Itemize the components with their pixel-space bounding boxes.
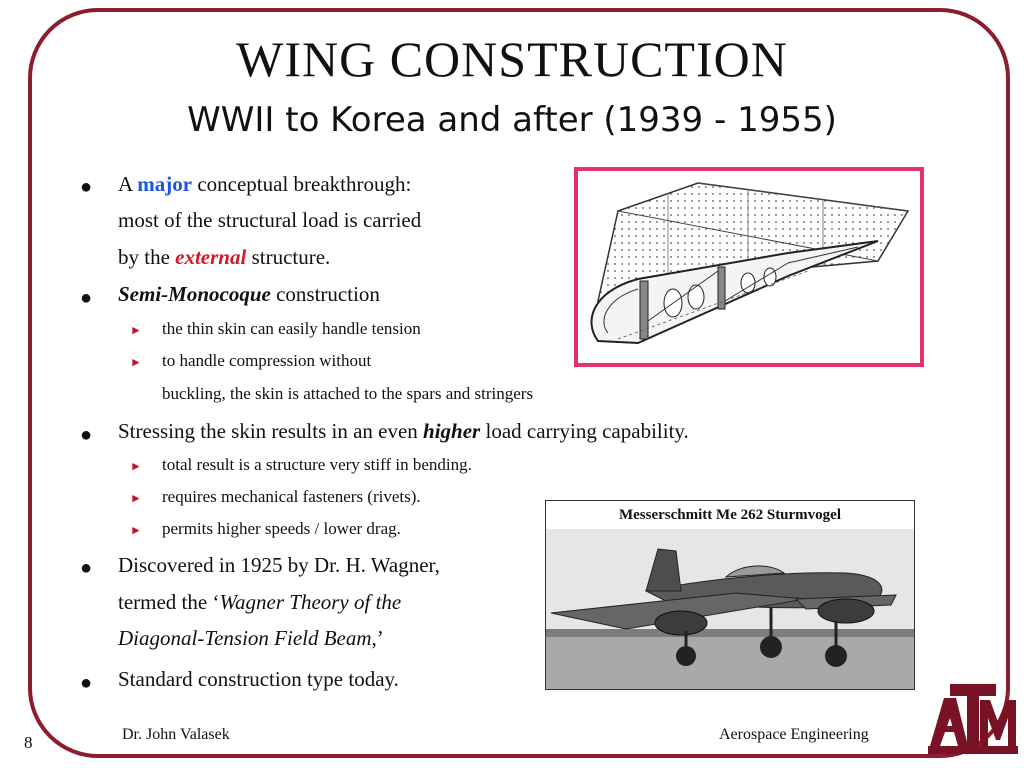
bullet-4-line-3: [118, 626, 384, 651]
bullet-2-sub-2-line-2: buckling, the skin is attached to the spars and stringers: [162, 384, 534, 403]
bullet-3-sub-2: requires mechanical fasteners (rivets).: [162, 487, 421, 506]
text: load carrying capability.: [480, 419, 689, 443]
slide-title: WING CONSTRUCTION: [236, 31, 788, 87]
external-emphasis: external: [175, 245, 247, 269]
bullet-3-sub-1: total result is a structure very stiff in bending.: [162, 455, 472, 474]
bullet-icon: ●: [80, 672, 93, 694]
footer-department: Aerospace Engineering: [719, 726, 869, 743]
wing-cutaway-drawing: [578, 171, 920, 363]
text: termed the ‘: [118, 590, 220, 614]
bullet-2-sub-1: the thin skin can easily handle tension: [162, 319, 421, 338]
higher-emphasis: higher: [423, 419, 481, 443]
photo-caption: Messerschmitt Me 262 Sturmvogel: [618, 507, 842, 523]
text: ,’: [371, 626, 384, 650]
tension-field-beam-text: Diagonal-Tension Field Beam: [118, 626, 372, 650]
bullet-1-line-1: [118, 172, 411, 197]
bullet-4-line-1: Discovered in 1925 by Dr. H. Wagner,: [118, 553, 440, 577]
me262-photo: [546, 501, 914, 689]
page-number: 8: [24, 733, 33, 752]
bullet-2-line-1: [118, 282, 380, 307]
wing-cutaway-figure: [574, 167, 924, 367]
text: A: [118, 172, 138, 196]
bullet-icon: ●: [80, 424, 93, 446]
bullet-3-line-1: [118, 419, 689, 444]
atm-logo-icon: [928, 680, 1018, 760]
semi-monocoque-emphasis: Semi-Monocoque: [118, 282, 271, 306]
text: Stressing the skin results in an even: [118, 419, 424, 443]
bullet-4-line-2: [118, 590, 401, 615]
text: conceptual breakthrough:: [192, 172, 412, 196]
bullet-icon: ●: [80, 176, 93, 198]
bullet-1-line-3: [118, 245, 330, 270]
arrow-bullet-icon: ►: [130, 459, 142, 473]
text: structure.: [246, 245, 331, 269]
university-logo: [928, 680, 1018, 760]
text: construction: [270, 282, 380, 306]
aircraft-photo-figure: [545, 500, 915, 690]
bullet-icon: ●: [80, 557, 93, 579]
text: by the: [118, 245, 176, 269]
arrow-bullet-icon: ►: [130, 491, 142, 505]
bullet-3-sub-3: permits higher speeds / lower drag.: [162, 519, 401, 538]
major-emphasis: major: [137, 172, 193, 196]
bullet-icon: ●: [80, 287, 93, 309]
bullet-2-sub-2-line-1: to handle compression without: [162, 351, 372, 370]
bullet-1-line-2: most of the structural load is carried: [118, 208, 422, 232]
arrow-bullet-icon: ►: [130, 355, 142, 369]
bullet-5-line-1: Standard construction type today.: [118, 667, 399, 691]
slide-subtitle: WWII to Korea and after (1939 - 1955): [187, 100, 837, 140]
wagner-theory-text: Wagner Theory of the: [219, 590, 402, 614]
footer-author: Dr. John Valasek: [122, 726, 230, 743]
arrow-bullet-icon: ►: [130, 323, 142, 337]
arrow-bullet-icon: ►: [130, 523, 142, 537]
